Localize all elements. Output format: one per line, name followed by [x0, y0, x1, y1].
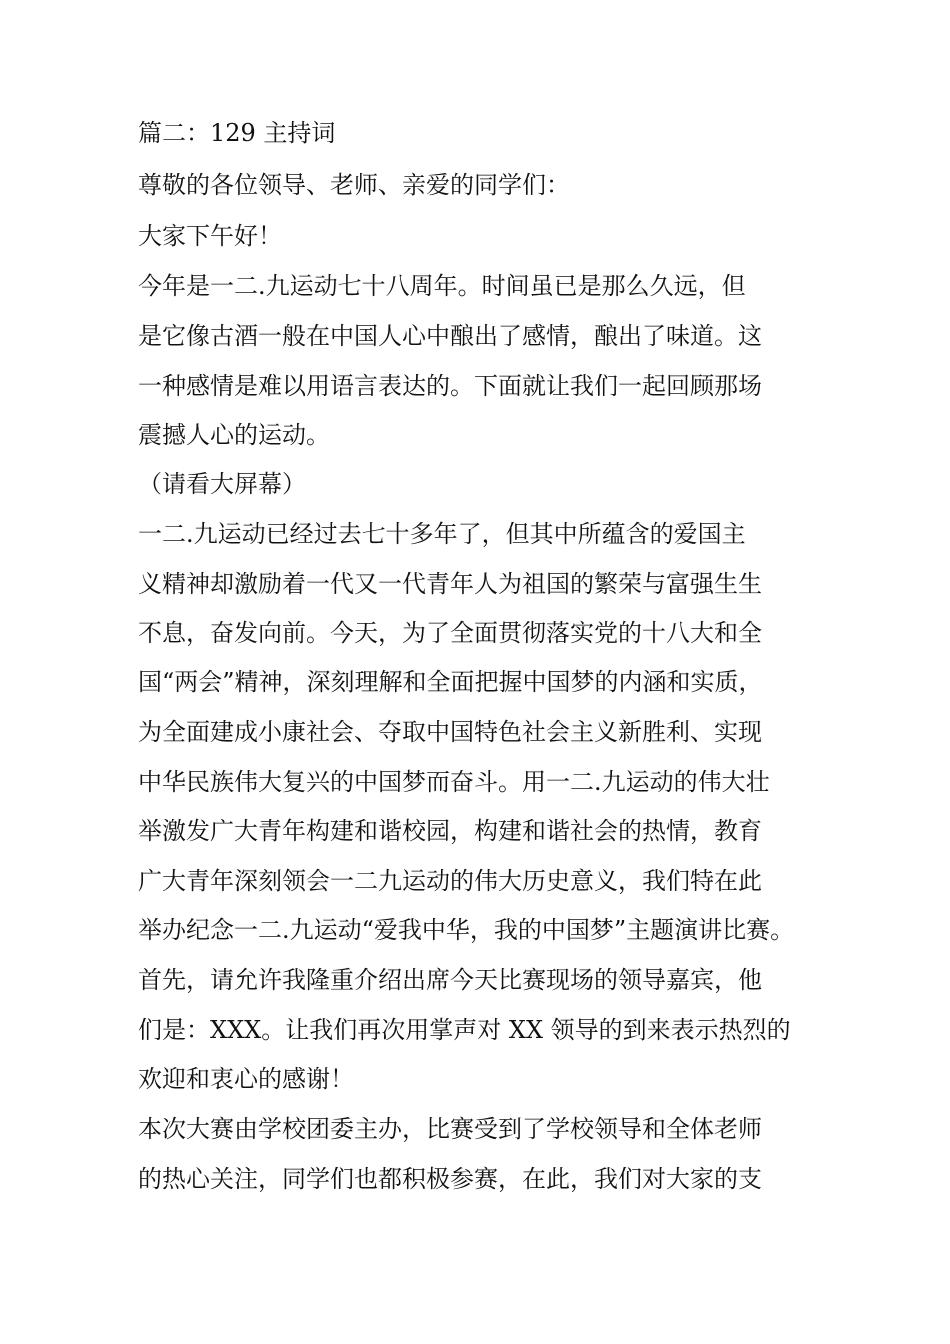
text-line: 尊敬的各位领导、老师、亲爱的同学们：	[138, 171, 570, 199]
text-line: 今年是一二.九运动七十八周年。时间虽已是那么久远，但	[138, 272, 746, 300]
text-line: 中华民族伟大复兴的中国梦而奋斗。用一二.九运动的伟大壮	[138, 768, 770, 796]
text-line: 为全面建成小康社会、夺取中国特色社会主义新胜利、实现	[138, 718, 762, 746]
text-line: 们是：XXX。让我们再次用掌声对 XX 领导的到来表示热烈的	[138, 1016, 791, 1044]
text-line: 一种感情是难以用语言表达的。下面就让我们一起回顾那场	[138, 372, 762, 400]
text-line: 一二.九运动已经过去七十多年了，但其中所蕴含的爱国主	[138, 520, 746, 548]
text-line: 的热心关注，同学们也都积极参赛，在此，我们对大家的支	[138, 1165, 762, 1193]
text-line: 欢迎和衷心的感谢！	[138, 1065, 354, 1093]
text-line: 不息，奋发向前。今天，为了全面贯彻落实党的十八大和全	[138, 619, 762, 647]
text-line: 国“两会”精神，深刻理解和全面把握中国梦的内涵和实质，	[138, 668, 763, 696]
section-heading: 篇二：129 主持词	[138, 119, 336, 147]
text-line: 义精神却激励着一代又一代青年人为祖国的繁荣与富强生生	[138, 570, 762, 598]
text-line: 本次大赛由学校团委主办，比赛受到了学校领导和全体老师	[138, 1115, 762, 1143]
text-line: 举办纪念一二.九运动“爱我中华，我的中国梦”主题演讲比赛。	[138, 916, 795, 944]
text-line: 首先，请允许我隆重介绍出席今天比赛现场的领导嘉宾，他	[138, 966, 762, 994]
text-line: 广大青年深刻领会一二九运动的伟大历史意义，我们特在此	[138, 867, 762, 895]
text-line: 举激发广大青年构建和谐校园，构建和谐社会的热情，教育	[138, 817, 762, 845]
text-line: （请看大屏幕）	[138, 470, 306, 498]
text-line: 大家下午好！	[138, 222, 282, 250]
text-line: 是它像古酒一般在中国人心中酿出了感情，酿出了味道。这	[138, 322, 762, 350]
text-line: 震撼人心的运动。	[138, 421, 330, 449]
